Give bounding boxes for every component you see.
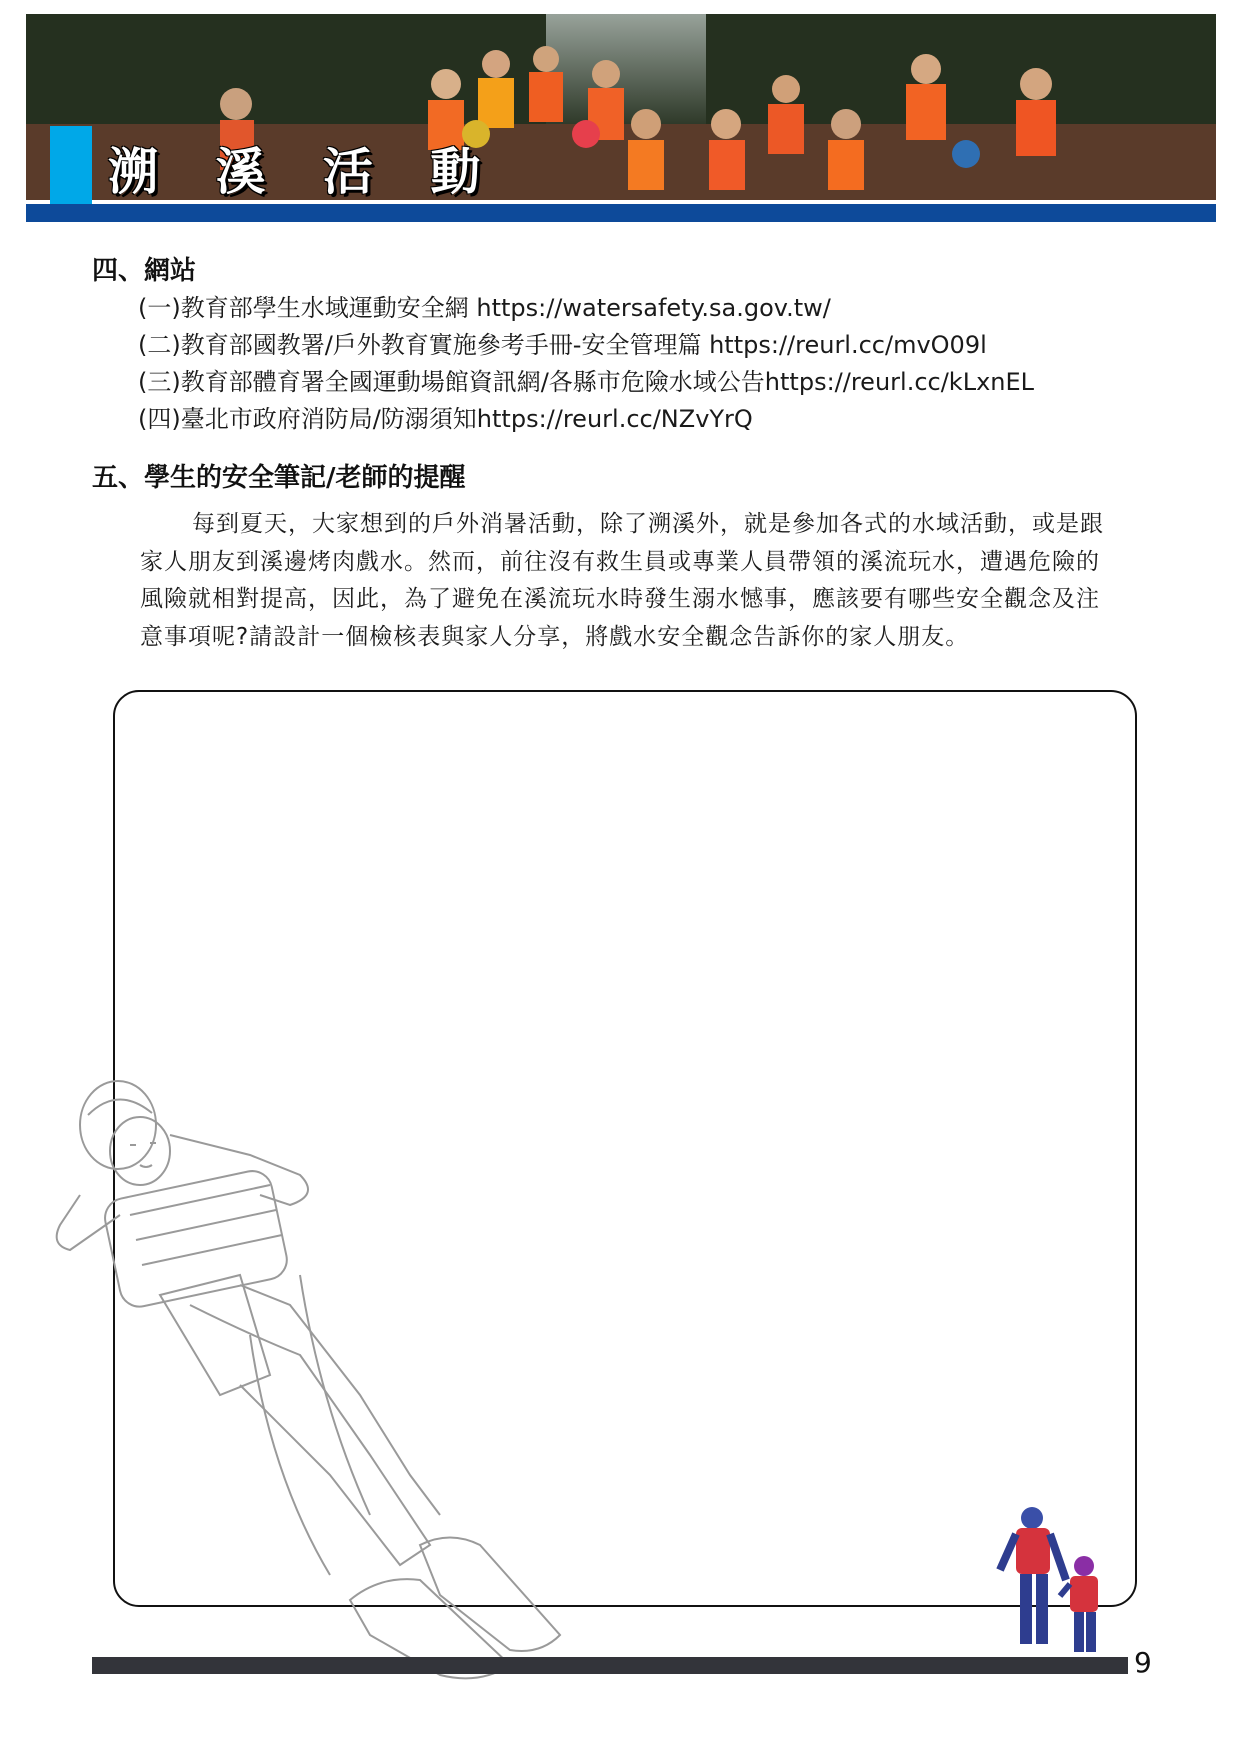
banner-title: 溯 溪 活 動 [108, 143, 501, 201]
instruction-paragraph: 每到夏天，大家想到的戶外消暑活動，除了溯溪外，就是參加各式的水域活動，或是跟家人朋友到溪邊烤肉戲水。然而，前往沒有救生員或專業人員帶領的溪流玩水，遭遇危險的風險就相對提高，因此，為了避免在溪流玩水時發生溺水憾事，應該要有哪些安全觀念及注意事項呢?請設計一個檢核表與家人分享，將戲水安全觀念告訴你的家人朋友。 [140, 511, 1104, 650]
section-heading-safety-notes: 五、學生的安全筆記/老師的提醒 [92, 463, 466, 493]
website-item[interactable]: (一)教育部學生水域運動安全網 https://watersafety.sa.gov.tw/ [138, 294, 831, 322]
boy-in-life-jacket-sketch [40, 1075, 600, 1715]
website-item[interactable]: (三)教育部體育署全國運動場館資訊網/各縣市危險水域公告https://reurl.cc/kLxnEL [138, 368, 1035, 396]
website-item[interactable]: (二)教育部國教署/戶外教育實施參考手冊-安全管理篇 https://reurl.cc/mvO09l [138, 331, 987, 359]
banner-underline [26, 204, 1216, 222]
website-list [138, 290, 1034, 438]
section-heading-websites: 四、網站 [92, 256, 197, 286]
footer-bar [92, 1657, 1128, 1674]
website-item[interactable]: (四)臺北市政府消防局/防溺須知https://reurl.cc/NZvYrQ [138, 405, 753, 433]
two-children-illustration [980, 1500, 1120, 1660]
banner-accent-bar [50, 126, 92, 214]
page-number: 9 [1134, 1646, 1152, 1679]
